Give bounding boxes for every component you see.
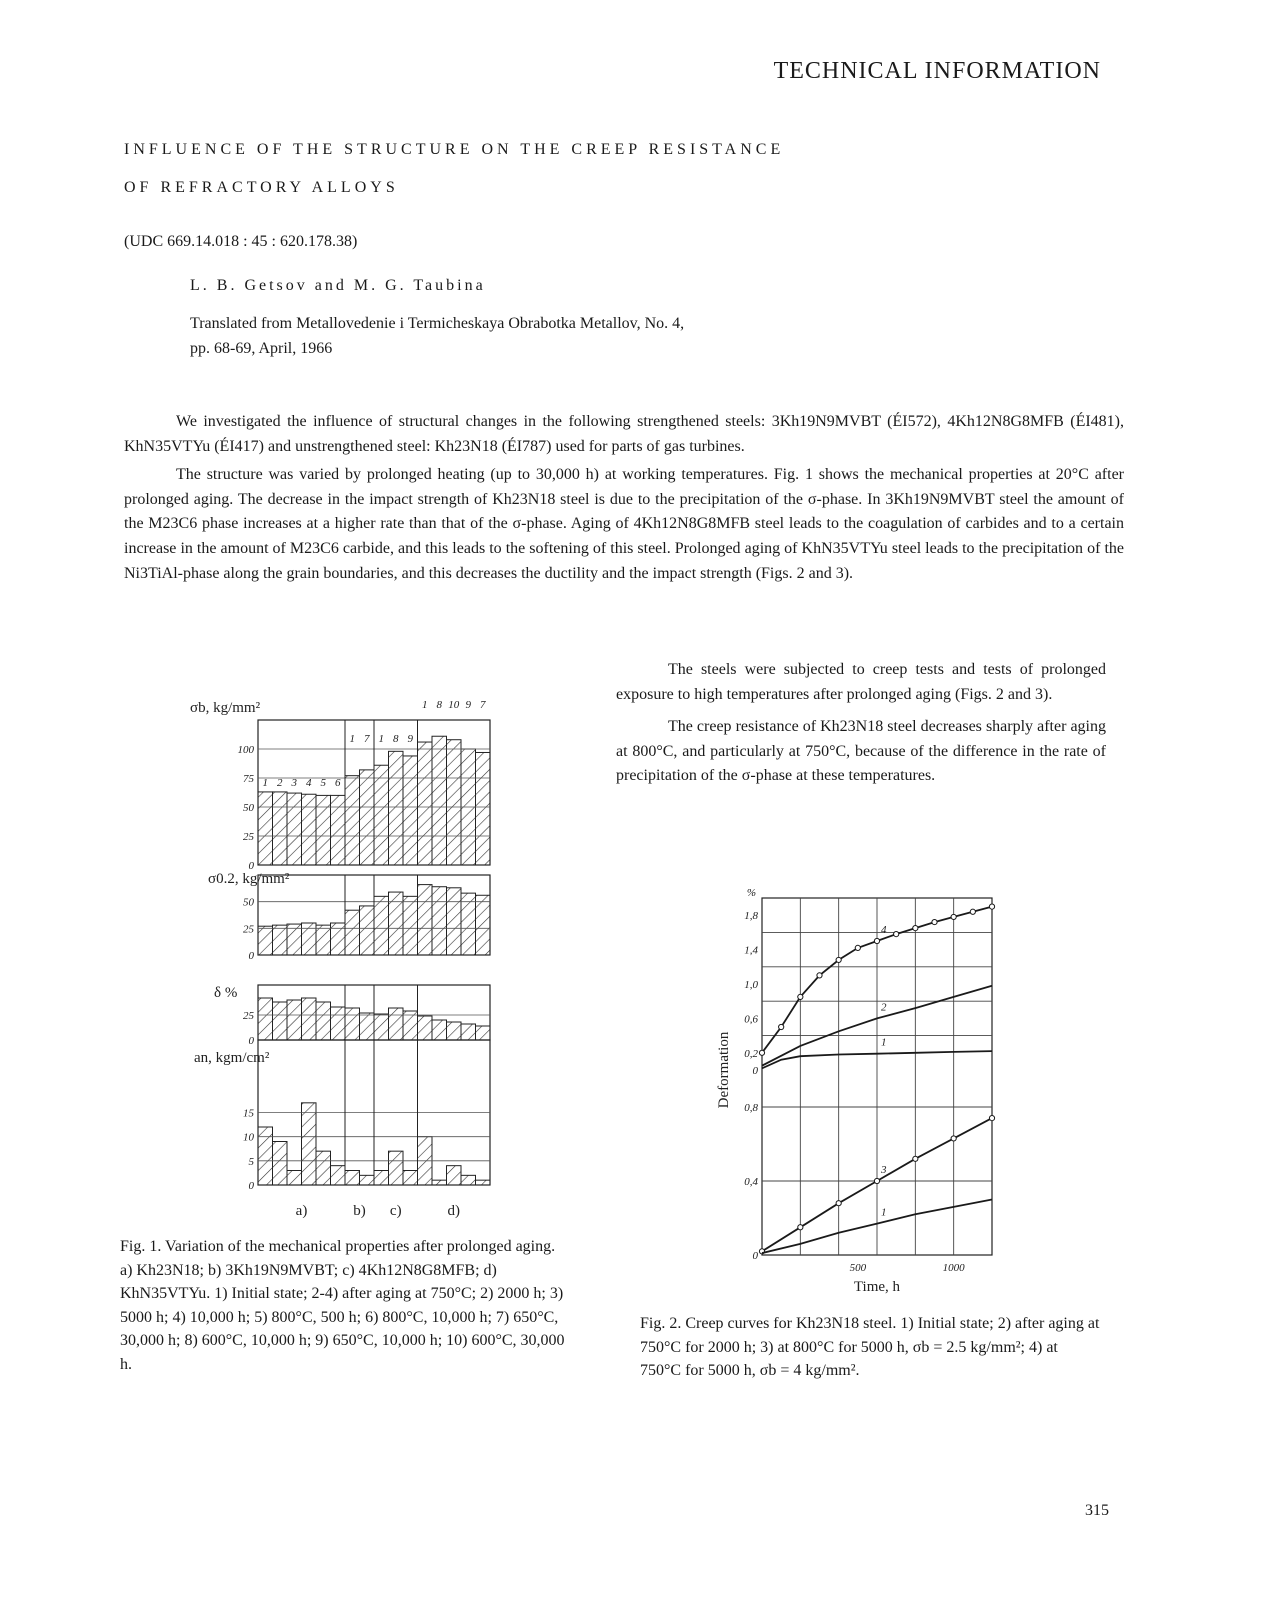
- fig1-bar-panel-2: [331, 923, 346, 955]
- fig1-tick-label: 0: [248, 950, 254, 962]
- fig1-bar-panel-1: [273, 792, 288, 865]
- fig2-point: [913, 1156, 918, 1161]
- fig1-bar-number: 1: [378, 733, 384, 745]
- fig1-bar-panel-2: [345, 910, 360, 955]
- fig1-bar-panel-1: [389, 751, 404, 865]
- fig1-bar-panel-4: [360, 1175, 375, 1185]
- fig1-bar-panel-3: [360, 1013, 375, 1040]
- fig2-point: [836, 1201, 841, 1206]
- fig1-bar-panel-2: [258, 926, 273, 955]
- fig2-point: [951, 914, 956, 919]
- fig2-tick-label: 0,6: [744, 1013, 758, 1026]
- fig2-series-label: 4: [881, 924, 887, 936]
- fig1-tick-label: 25: [243, 1010, 254, 1022]
- fig1-bar-number: 5: [320, 777, 326, 789]
- fig1-bar-panel-4: [432, 1180, 447, 1185]
- fig1-bar-panel-4: [461, 1175, 476, 1185]
- fig2-x-tick-label: 500: [849, 1262, 867, 1274]
- paragraph-1: We investigated the influence of structural changes in the following strengthened steels: 3Kh19N9MVBT (ÉI572), 4Kh12N8G8MFB (ÉI481), KhN35VTYu (ÉI417) and unstrengthened steel: Kh23N18 (ÉI787) used for parts of gas turbines.: [124, 413, 1124, 455]
- fig2-point: [798, 994, 803, 999]
- fig1-bar-panel-4: [447, 1166, 462, 1185]
- fig2-point: [817, 973, 822, 978]
- fig1-bar-panel-3: [389, 1008, 404, 1040]
- fig1-group-label: a): [295, 1203, 308, 1219]
- fig1-bar-panel-1: [302, 794, 317, 865]
- fig1-bar-number: 7: [480, 699, 486, 711]
- fig1-bar-panel-1: [345, 776, 360, 865]
- fig1-bar-number: 9: [407, 733, 413, 745]
- translation-source-line-1: Translated from Metallovedenie i Termicheskaya Obrabotka Metallov, No. 4,: [190, 315, 685, 332]
- fig1-bar-panel-3: [273, 1002, 288, 1040]
- fig1-axis-label: an, kgm/cm²: [194, 1050, 270, 1066]
- fig2-point: [798, 1225, 803, 1230]
- fig2-tick-label: 1,8: [744, 910, 758, 923]
- fig1-bar-panel-3: [476, 1026, 491, 1040]
- fig1-bar-panel-4: [273, 1142, 288, 1186]
- fig2-series-label: 1: [881, 1206, 887, 1219]
- fig1-axis-label: δ %: [214, 985, 238, 1001]
- fig2-point: [874, 1178, 879, 1183]
- fig1-bar-panel-4: [374, 1171, 389, 1186]
- right-column-text: [616, 658, 1106, 797]
- fig1-bar-panel-2: [360, 906, 375, 955]
- authors: L. B. Getsov and M. G. Taubina: [190, 277, 486, 294]
- fig2-x-axis-label: Time, h: [853, 1279, 901, 1295]
- fig1-bar-panel-4: [345, 1171, 360, 1186]
- fig2-tick-label: 0,2: [744, 1047, 758, 1060]
- fig1-bar-number: 3: [291, 777, 297, 789]
- fig2-point: [874, 938, 879, 943]
- fig2-y-unit: %: [746, 887, 756, 899]
- fig2-point: [989, 1116, 994, 1121]
- fig1-bar-panel-1: [360, 770, 375, 865]
- fig1-tick-label: 100: [237, 744, 254, 756]
- fig1-bar-panel-4: [389, 1151, 404, 1185]
- fig1-bar-panel-2: [273, 925, 288, 955]
- fig1-bar-panel-2: [302, 923, 317, 955]
- fig1-tick-label: 15: [243, 1107, 254, 1120]
- fig1-bar-panel-3: [302, 998, 317, 1040]
- fig1-bar-panel-2: [403, 896, 418, 955]
- fig1-bar-panel-4: [403, 1171, 418, 1186]
- fig1-tick-label: 10: [243, 1131, 254, 1144]
- right-paragraph-1: The steels were subjected to creep tests and tests of prolonged exposure to high temperatures after prolonged aging (Figs. 2 and 3).: [616, 661, 1106, 703]
- fig1-bar-panel-4: [476, 1180, 491, 1185]
- fig1-bar-number: 1: [422, 699, 428, 711]
- fig1-tick-label: 0: [248, 1180, 254, 1192]
- fig1-bar-panel-3: [461, 1024, 476, 1040]
- fig1-bar-panel-4: [258, 1127, 273, 1185]
- fig1-group-label: b): [353, 1203, 366, 1219]
- fig1-tick-label: 0: [248, 860, 254, 872]
- fig1-bar-panel-4: [331, 1166, 346, 1185]
- fig1-bar-panel-2: [374, 896, 389, 955]
- fig1-bar-panel-1: [418, 742, 433, 865]
- fig2-tick-label: 0,8: [744, 1102, 758, 1114]
- fig1-bar-panel-1: [287, 793, 302, 865]
- fig1-group-label: d): [447, 1203, 460, 1219]
- fig1-bar-number: 10: [448, 699, 460, 711]
- fig2-point: [779, 1024, 784, 1029]
- fig1-bar-number: 4: [306, 777, 312, 789]
- figure-2-caption: Fig. 2. Creep curves for Kh23N18 steel. 1) Initial state; 2) after aging at 750°C for 2000 h; 3) at 800°C for 5000 h, σb = 2.5 kg/mm²; 4) at 750°C for 5000 h, σb = 4 kg/mm².: [640, 1315, 1100, 1380]
- fig1-group-label: c): [389, 1203, 402, 1219]
- figure-2-line-chart: [710, 880, 1020, 1310]
- fig1-bar-panel-3: [447, 1022, 462, 1040]
- fig1-bar-panel-1: [447, 740, 462, 865]
- fig1-bar-panel-1: [316, 795, 331, 865]
- fig2-x-tick-label: 1000: [942, 1262, 965, 1274]
- fig2-y-axis-label: Deformation: [716, 1031, 732, 1109]
- fig1-bar-panel-3: [432, 1020, 447, 1040]
- body-text: [124, 410, 1124, 590]
- fig2-point: [855, 945, 860, 950]
- fig2-tick-label: 1,4: [744, 944, 758, 957]
- fig1-bar-panel-4: [302, 1103, 317, 1185]
- fig1-bar-panel-3: [258, 998, 273, 1040]
- fig1-axis-label: σ0.2, kg/mm²: [208, 871, 290, 887]
- fig1-bar-panel-3: [331, 1007, 346, 1040]
- fig1-bar-panel-2: [316, 925, 331, 955]
- fig2-tick-label: 0,4: [744, 1176, 758, 1188]
- udc-code: (UDC 669.14.018 : 45 : 620.178.38): [124, 233, 358, 250]
- fig1-bar-panel-1: [331, 795, 346, 865]
- fig1-bar-panel-1: [476, 752, 491, 865]
- fig2-series-label: 2: [881, 1001, 887, 1014]
- paragraph-2: The structure was varied by prolonged heating (up to 30,000 h) at working temperatures. Fig. 1 shows the mechanical properties at 20°C after prolonged aging. The decrease in the impact strength of Kh23N18 steel is due to the precipitation of the σ-phase. In 3Kh19N9MVBT steel the amount of the M23C6 phase increases at a higher rate than that of the σ-phase. Aging of 4Kh12N8G8MFB steel leads to the coagulation of carbides and to a certain increase in the amount of M23C6 carbide, and this leads to the softening of this steel. Prolonged aging of KhN35VTYu steel leads to the precipitation of the Ni3TiAl-phase along the grain boundaries, and this decreases the ductility and the impact strength (Figs. 2 and 3).: [124, 466, 1124, 582]
- fig1-tick-label: 5: [248, 1155, 254, 1168]
- fig1-bar-panel-1: [432, 736, 447, 865]
- fig1-bar-panel-3: [287, 1000, 302, 1040]
- fig2-point: [836, 957, 841, 962]
- fig1-tick-label: 75: [243, 773, 254, 785]
- fig1-tick-label: 25: [243, 923, 254, 936]
- fig1-bar-panel-1: [258, 792, 273, 865]
- fig2-tick-label: 1,0: [744, 979, 758, 991]
- fig1-bar-panel-4: [287, 1171, 302, 1186]
- fig1-bar-panel-2: [447, 888, 462, 955]
- fig2-point: [989, 904, 994, 909]
- fig1-bar-number: 2: [277, 777, 283, 789]
- fig1-bar-panel-1: [403, 756, 418, 865]
- page-number: 315: [1085, 1502, 1109, 1519]
- section-header: TECHNICAL INFORMATION: [773, 58, 1101, 84]
- fig1-bar-number: 8: [436, 699, 442, 711]
- fig1-bar-number: 1: [262, 777, 268, 789]
- fig1-axis-label: σb, kg/mm²: [190, 700, 261, 716]
- fig1-bar-panel-1: [374, 765, 389, 865]
- fig1-bar-panel-2: [418, 885, 433, 955]
- article-title-line-2: OF REFRACTORY ALLOYS: [124, 179, 399, 196]
- figure-1-bar-chart: [150, 690, 510, 1230]
- fig1-bar-number: 1: [349, 733, 355, 745]
- fig1-tick-label: 50: [243, 896, 254, 909]
- fig2-series-label: 1: [881, 1036, 887, 1049]
- fig2-point: [970, 909, 975, 914]
- fig2-point: [894, 932, 899, 937]
- fig1-bar-number: 8: [393, 733, 399, 745]
- fig1-bar-panel-2: [476, 895, 491, 955]
- fig2-point: [913, 926, 918, 931]
- fig1-bar-panel-3: [345, 1008, 360, 1040]
- fig1-tick-label: 50: [243, 802, 254, 814]
- fig2-tick-label: 0: [752, 1065, 758, 1077]
- fig1-bar-number: 6: [335, 777, 341, 789]
- fig2-point: [951, 1136, 956, 1141]
- figure-1-caption: Fig. 1. Variation of the mechanical properties after prolonged aging. a) Kh23N18; b) 3Kh19N9MVBT; c) 4Kh12N8G8MFB; d) KhN35VTYu. 1) Initial state; 2-4) after aging at 750°C; 2) 2000 h; 3) 5000 h; 4) 10,000 h; 5) 800°C, 500 h; 6) 800°C, 10,000 h; 7) 650°C, 30,000 h; 8) 600°C, 10,000 h; 9) 650°C, 10,000 h; 10) 600°C, 30,000 h.: [120, 1238, 565, 1373]
- fig1-bar-panel-2: [461, 893, 476, 955]
- fig1-bar-panel-2: [432, 887, 447, 955]
- fig1-bar-panel-4: [316, 1151, 331, 1185]
- fig1-tick-label: 25: [243, 831, 254, 843]
- fig2-point: [932, 919, 937, 924]
- fig2-series-label: 3: [881, 1164, 887, 1176]
- fig1-tick-label: 0: [248, 1035, 254, 1047]
- fig1-bar-panel-3: [374, 1014, 389, 1040]
- right-paragraph-2: The creep resistance of Kh23N18 steel decreases sharply after aging at 800°C, and particularly at 750°C, because of the difference in the rate of precipitation of the σ-phase at these temperatures.: [616, 718, 1106, 785]
- translation-source-line-2: pp. 68-69, April, 1966: [190, 340, 333, 357]
- fig1-bar-panel-3: [316, 1002, 331, 1040]
- fig1-bar-panel-3: [418, 1016, 433, 1040]
- fig1-bar-number: 7: [364, 733, 370, 745]
- article-title-line-1: INFLUENCE OF THE STRUCTURE ON THE CREEP RESISTANCE: [124, 141, 785, 158]
- fig2-point: [759, 1050, 764, 1055]
- fig2-tick-label: 0: [752, 1250, 758, 1262]
- fig1-bar-number: 9: [465, 699, 471, 711]
